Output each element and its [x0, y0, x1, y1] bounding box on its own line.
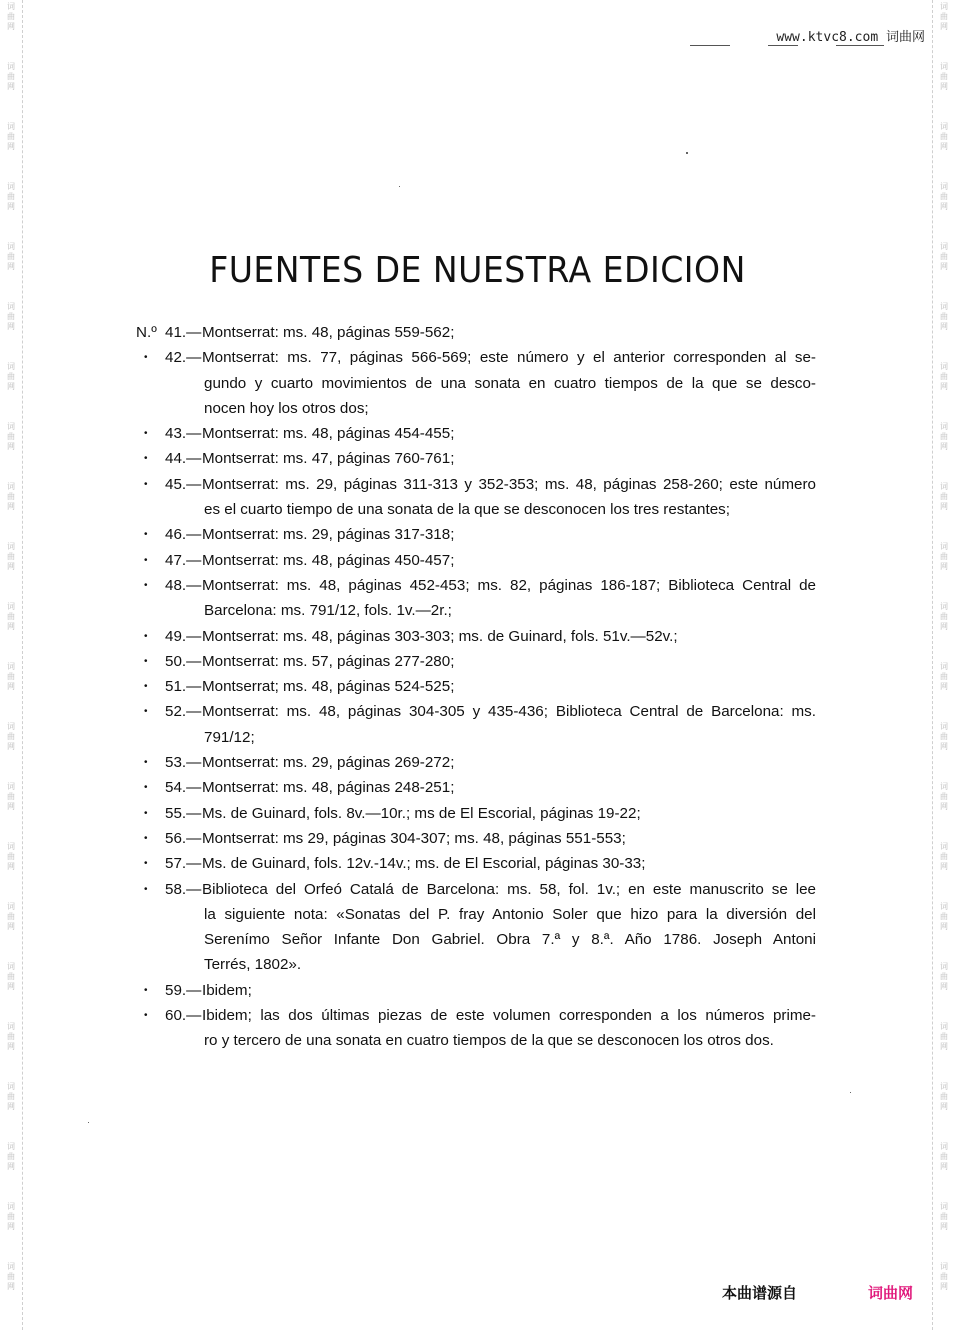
entry-text-line: Serenímo Señor Infante Don Gabriel. Obra 7.ª y 8.ª. Año 1786. Joseph Antoni	[204, 931, 816, 949]
entry-bullet: •	[144, 655, 148, 667]
side-watermark	[937, 1262, 951, 1292]
entry-number: 46.—	[165, 526, 202, 544]
entry-bullet: •	[144, 782, 148, 794]
watermark-glyph: 词	[940, 482, 948, 491]
page-title: FUENTES DE NUESTRA EDICION	[209, 250, 746, 292]
watermark-glyph: 词	[940, 2, 948, 11]
watermark-glyph: 词	[7, 1142, 15, 1151]
header-rule	[690, 45, 730, 46]
source-entry	[0, 421, 955, 446]
watermark-glyph: 曲	[940, 672, 948, 681]
source-entry	[0, 573, 955, 624]
watermark-glyph: 曲	[940, 132, 948, 141]
watermark-glyph: 曲	[940, 12, 948, 21]
source-entry	[0, 877, 955, 978]
watermark-glyph: 词	[7, 842, 15, 851]
watermark-glyph: 曲	[7, 312, 15, 321]
watermark-glyph: 网	[7, 262, 15, 271]
watermark-glyph: 曲	[7, 912, 15, 921]
watermark-glyph: 曲	[7, 1092, 15, 1101]
watermark-glyph: 网	[7, 82, 15, 91]
watermark-glyph: 网	[940, 202, 948, 211]
side-watermark	[937, 1082, 951, 1112]
watermark-glyph: 网	[940, 1162, 948, 1171]
entry-bullet: •	[144, 984, 148, 996]
entry-bullet: •	[144, 630, 148, 642]
entry-text-line: gundo y cuarto movimientos de una sonata en cuatro tiempos de la que se desco-	[204, 374, 816, 392]
entry-text-line: Ibidem; las dos últimas piezas de este volumen corresponden a los números prime-	[202, 1007, 816, 1025]
source-entry	[0, 548, 955, 573]
entry-text-line: Montserrat: ms. 48, páginas 248-251;	[202, 779, 455, 797]
watermark-glyph: 曲	[7, 1212, 15, 1221]
watermark-glyph: 网	[7, 502, 15, 511]
entry-text-line: Barcelona: ms. 791/12, fols. 1v.—2r.;	[204, 602, 452, 620]
entry-prefix: N.º	[136, 324, 157, 341]
side-watermark	[937, 1142, 951, 1172]
watermark-glyph: 曲	[940, 432, 948, 441]
entry-bullet: •	[144, 858, 148, 870]
source-entry	[0, 320, 955, 345]
watermark-glyph: 网	[940, 442, 948, 451]
entry-text-line: Montserrat: ms. 48, páginas 454-455;	[202, 425, 455, 443]
watermark-glyph: 曲	[7, 852, 15, 861]
entry-bullet: •	[144, 529, 148, 541]
side-watermark	[937, 242, 951, 272]
watermark-glyph: 词	[940, 182, 948, 191]
watermark-glyph: 曲	[940, 852, 948, 861]
watermark-glyph: 词	[940, 962, 948, 971]
entry-number: 60.—	[165, 1007, 202, 1025]
entry-text-line: Montserrat: ms. 29, páginas 311-313 y 352-353; ms. 48, páginas 258-260; este número	[202, 475, 816, 493]
entry-text-line: Biblioteca del Orfeó Catalá de Barcelona: ms. 58, fol. 1v.; en este manuscrito se lee	[202, 880, 816, 898]
watermark-glyph: 网	[7, 802, 15, 811]
watermark-glyph: 网	[940, 1222, 948, 1231]
watermark-glyph: 网	[940, 1042, 948, 1051]
entry-bullet: •	[144, 579, 148, 591]
source-entry	[0, 826, 955, 851]
watermark-glyph: 曲	[940, 252, 948, 261]
entry-text-line: es el cuarto tiempo de una sonata de la que se desconocen los tres restantes;	[204, 501, 730, 519]
scan-speck	[399, 186, 400, 187]
watermark-glyph: 曲	[940, 72, 948, 81]
watermark-glyph: 曲	[940, 1092, 948, 1101]
header-site-url: www.ktvc8.com	[776, 30, 879, 45]
watermark-glyph: 词	[7, 182, 15, 191]
source-entry	[0, 978, 955, 1003]
watermark-glyph: 网	[7, 862, 15, 871]
side-watermark	[937, 2, 951, 32]
entry-number: 41.—	[165, 324, 202, 341]
watermark-glyph: 曲	[7, 792, 15, 801]
watermark-glyph: 网	[940, 682, 948, 691]
watermark-glyph: 网	[7, 22, 15, 31]
entry-bullet: •	[144, 832, 148, 844]
watermark-glyph: 曲	[7, 432, 15, 441]
watermark-glyph: 曲	[940, 1272, 948, 1281]
watermark-glyph: 网	[7, 322, 15, 331]
watermark-glyph: 曲	[7, 252, 15, 261]
watermark-glyph: 词	[940, 242, 948, 251]
watermark-glyph: 词	[940, 422, 948, 431]
header-site-name: 词曲网	[885, 30, 925, 45]
entry-number: 48.—	[165, 576, 202, 594]
scan-speck	[686, 152, 688, 154]
watermark-glyph: 网	[7, 1222, 15, 1231]
entry-number: 47.—	[165, 551, 202, 569]
entry-text-line: nocen hoy los otros dos;	[204, 399, 369, 417]
header-rule	[768, 45, 798, 46]
side-watermark	[937, 122, 951, 152]
watermark-glyph: 曲	[7, 1032, 15, 1041]
watermark-glyph: 词	[7, 1262, 15, 1271]
watermark-glyph: 网	[940, 142, 948, 151]
watermark-glyph: 网	[7, 1042, 15, 1051]
watermark-glyph: 词	[940, 902, 948, 911]
watermark-glyph: 曲	[7, 72, 15, 81]
watermark-glyph: 曲	[7, 492, 15, 501]
watermark-glyph: 词	[7, 542, 15, 551]
watermark-glyph: 词	[7, 1202, 15, 1211]
watermark-glyph: 网	[7, 442, 15, 451]
watermark-glyph: 词	[7, 662, 15, 671]
scan-speck	[850, 1092, 851, 1093]
watermark-glyph: 词	[940, 1022, 948, 1031]
entry-number: 45.—	[165, 475, 202, 493]
watermark-glyph: 网	[7, 202, 15, 211]
watermark-glyph: 网	[7, 622, 15, 631]
watermark-glyph: 曲	[7, 1152, 15, 1161]
watermark-glyph: 网	[7, 1102, 15, 1111]
watermark-glyph: 网	[7, 562, 15, 571]
entry-text-line: Montserrat: ms. 48, páginas 450-457;	[202, 551, 455, 569]
watermark-glyph: 词	[7, 362, 15, 371]
watermark-glyph: 曲	[940, 1212, 948, 1221]
entry-text-line: Montserrat: ms. 48, páginas 452-453; ms. 82, páginas 186-187; Biblioteca Central de	[202, 576, 816, 594]
watermark-glyph: 词	[940, 1142, 948, 1151]
watermark-glyph: 网	[940, 802, 948, 811]
watermark-glyph: 词	[940, 1082, 948, 1091]
entry-text-line: la siguiente nota: «Sonatas del P. fray Antonio Soler que hizo para la diversión del	[204, 905, 816, 923]
watermark-glyph: 曲	[7, 612, 15, 621]
watermark-glyph: 曲	[7, 672, 15, 681]
entry-bullet: •	[144, 706, 148, 718]
side-watermark	[4, 182, 18, 212]
entry-text-line: Terrés, 1802».	[204, 956, 302, 974]
watermark-glyph: 网	[7, 1162, 15, 1171]
footer-source-label: 本曲谱源自	[722, 1284, 798, 1302]
watermark-glyph: 词	[940, 362, 948, 371]
entry-number: 53.—	[165, 754, 202, 772]
entry-number: 51.—	[165, 678, 202, 696]
watermark-glyph: 曲	[940, 192, 948, 201]
source-entry	[0, 750, 955, 775]
watermark-glyph: 词	[940, 662, 948, 671]
watermark-glyph: 词	[7, 482, 15, 491]
watermark-glyph: 曲	[7, 1272, 15, 1281]
footer-brand: 词曲网	[868, 1284, 914, 1302]
entry-number: 42.—	[165, 349, 202, 367]
entry-text-line: Montserrat: ms. 29, páginas 317-318;	[202, 526, 455, 544]
entry-bullet: •	[144, 352, 148, 364]
watermark-glyph: 词	[7, 2, 15, 11]
watermark-glyph: 网	[7, 982, 15, 991]
entry-number: 59.—	[165, 981, 202, 999]
watermark-glyph: 网	[940, 862, 948, 871]
entry-text-line: ro y tercero de una sonata en cuatro tiempos de la que se desconocen los otros dos.	[204, 1032, 774, 1050]
watermark-glyph: 曲	[940, 792, 948, 801]
watermark-glyph: 曲	[7, 372, 15, 381]
watermark-glyph: 词	[7, 122, 15, 131]
watermark-glyph: 网	[7, 1282, 15, 1291]
entry-number: 43.—	[165, 425, 202, 443]
watermark-glyph: 词	[940, 542, 948, 551]
source-entry	[0, 345, 955, 421]
watermark-glyph: 网	[7, 142, 15, 151]
watermark-glyph: 曲	[7, 732, 15, 741]
watermark-glyph: 曲	[940, 492, 948, 501]
watermark-glyph: 词	[7, 242, 15, 251]
watermark-glyph: 词	[940, 842, 948, 851]
watermark-glyph: 词	[940, 1202, 948, 1211]
watermark-glyph: 词	[7, 602, 15, 611]
entry-text-line: Montserrat: ms. 48, páginas 303-303; ms. de Guinard, fols. 51v.—52v.;	[202, 627, 678, 645]
entry-number: 52.—	[165, 703, 202, 721]
watermark-glyph: 曲	[940, 972, 948, 981]
watermark-glyph: 网	[940, 502, 948, 511]
entry-text-line: Montserrat: ms. 57, páginas 277-280;	[202, 652, 455, 670]
source-entry	[0, 649, 955, 674]
watermark-glyph: 词	[940, 1262, 948, 1271]
header-rule	[836, 45, 884, 46]
watermark-glyph: 词	[7, 782, 15, 791]
watermark-glyph: 网	[940, 562, 948, 571]
source-entry	[0, 851, 955, 876]
side-watermark	[937, 182, 951, 212]
watermark-glyph: 网	[7, 382, 15, 391]
entry-number: 57.—	[165, 855, 202, 873]
watermark-glyph: 词	[940, 602, 948, 611]
entry-bullet: •	[144, 681, 148, 693]
entry-text-line: 791/12;	[204, 728, 255, 746]
entry-number: 44.—	[165, 450, 202, 468]
entry-text-line: Montserrat: ms. 47, páginas 760-761;	[202, 450, 455, 468]
watermark-glyph: 词	[7, 62, 15, 71]
watermark-glyph: 曲	[940, 312, 948, 321]
watermark-glyph: 网	[940, 82, 948, 91]
entry-number: 54.—	[165, 779, 202, 797]
entry-bullet: •	[144, 478, 148, 490]
watermark-glyph: 曲	[940, 1032, 948, 1041]
watermark-glyph: 网	[940, 262, 948, 271]
entry-text-line: Montserrat: ms. 48, páginas 304-305 y 435-436; Biblioteca Central de Barcelona: ms.	[202, 703, 816, 721]
side-watermark	[4, 1262, 18, 1292]
watermark-glyph: 曲	[940, 372, 948, 381]
watermark-glyph: 词	[7, 302, 15, 311]
entry-number: 50.—	[165, 652, 202, 670]
entry-text-line: Montserrat: ms. 29, páginas 269-272;	[202, 754, 455, 772]
source-entry	[0, 699, 955, 750]
source-entry	[0, 801, 955, 826]
watermark-glyph: 网	[940, 1102, 948, 1111]
source-entry	[0, 472, 955, 523]
entry-bullet: •	[144, 1010, 148, 1022]
watermark-glyph: 词	[940, 122, 948, 131]
watermark-glyph: 网	[7, 682, 15, 691]
watermark-glyph: 曲	[7, 972, 15, 981]
watermark-glyph: 词	[7, 1022, 15, 1031]
entry-number: 58.—	[165, 880, 202, 898]
watermark-glyph: 曲	[940, 912, 948, 921]
entry-bullet: •	[144, 554, 148, 566]
entry-text-line: Ms. de Guinard, fols. 12v.-14v.; ms. de El Escorial, páginas 30-33;	[202, 855, 646, 873]
watermark-glyph: 网	[940, 922, 948, 931]
watermark-glyph: 曲	[940, 612, 948, 621]
source-entry	[0, 674, 955, 699]
side-watermark	[4, 1082, 18, 1112]
watermark-glyph: 词	[7, 1082, 15, 1091]
entry-text-line: Ms. de Guinard, fols. 8v.—10r.; ms de El Escorial, páginas 19-22;	[202, 804, 641, 822]
watermark-glyph: 网	[940, 22, 948, 31]
scan-speck	[88, 1122, 89, 1123]
side-watermark	[4, 1142, 18, 1172]
watermark-glyph: 词	[7, 962, 15, 971]
watermark-glyph: 曲	[940, 552, 948, 561]
watermark-glyph: 词	[940, 62, 948, 71]
entry-text-line: Ibidem;	[202, 981, 252, 999]
watermark-glyph: 曲	[7, 192, 15, 201]
entry-number: 55.—	[165, 804, 202, 822]
entry-bullet: •	[144, 453, 148, 465]
watermark-glyph: 词	[940, 302, 948, 311]
watermark-glyph: 词	[940, 722, 948, 731]
watermark-glyph: 网	[940, 622, 948, 631]
watermark-glyph: 曲	[940, 1152, 948, 1161]
watermark-glyph: 网	[940, 1282, 948, 1291]
source-entry	[0, 624, 955, 649]
entry-bullet: •	[144, 883, 148, 895]
entry-number: 49.—	[165, 627, 202, 645]
side-watermark	[4, 1202, 18, 1232]
source-entry	[0, 1003, 955, 1054]
watermark-glyph: 词	[7, 902, 15, 911]
watermark-glyph: 曲	[7, 552, 15, 561]
watermark-glyph: 网	[940, 322, 948, 331]
side-watermark	[937, 1202, 951, 1232]
entry-text-line: Montserrat; ms. 48, páginas 524-525;	[202, 678, 455, 696]
watermark-glyph: 网	[940, 982, 948, 991]
watermark-glyph: 曲	[7, 132, 15, 141]
entry-number: 56.—	[165, 829, 202, 847]
source-entry	[0, 775, 955, 800]
watermark-glyph: 网	[7, 922, 15, 931]
watermark-glyph: 词	[7, 722, 15, 731]
side-watermark	[4, 122, 18, 152]
side-watermark	[4, 62, 18, 92]
side-watermark	[4, 242, 18, 272]
watermark-glyph: 网	[7, 742, 15, 751]
source-entry	[0, 446, 955, 471]
header-watermark	[776, 26, 925, 45]
entry-text-line: Montserrat: ms 29, páginas 304-307; ms. 48, páginas 551-553;	[202, 829, 626, 847]
watermark-glyph: 词	[940, 782, 948, 791]
watermark-glyph: 曲	[7, 12, 15, 21]
watermark-glyph: 词	[7, 422, 15, 431]
entry-bullet: •	[144, 807, 148, 819]
source-entry	[0, 522, 955, 547]
watermark-glyph: 网	[940, 742, 948, 751]
entry-text-line: Montserrat: ms. 77, páginas 566-569; este número y el anterior corresponden al se-	[202, 349, 816, 367]
side-watermark	[937, 62, 951, 92]
side-watermark	[4, 2, 18, 32]
source-list	[0, 320, 955, 1054]
entry-bullet: •	[144, 757, 148, 769]
watermark-glyph: 网	[940, 382, 948, 391]
entry-bullet: •	[144, 428, 148, 440]
entry-text-line: Montserrat: ms. 48, páginas 559-562;	[202, 324, 455, 341]
watermark-glyph: 曲	[940, 732, 948, 741]
